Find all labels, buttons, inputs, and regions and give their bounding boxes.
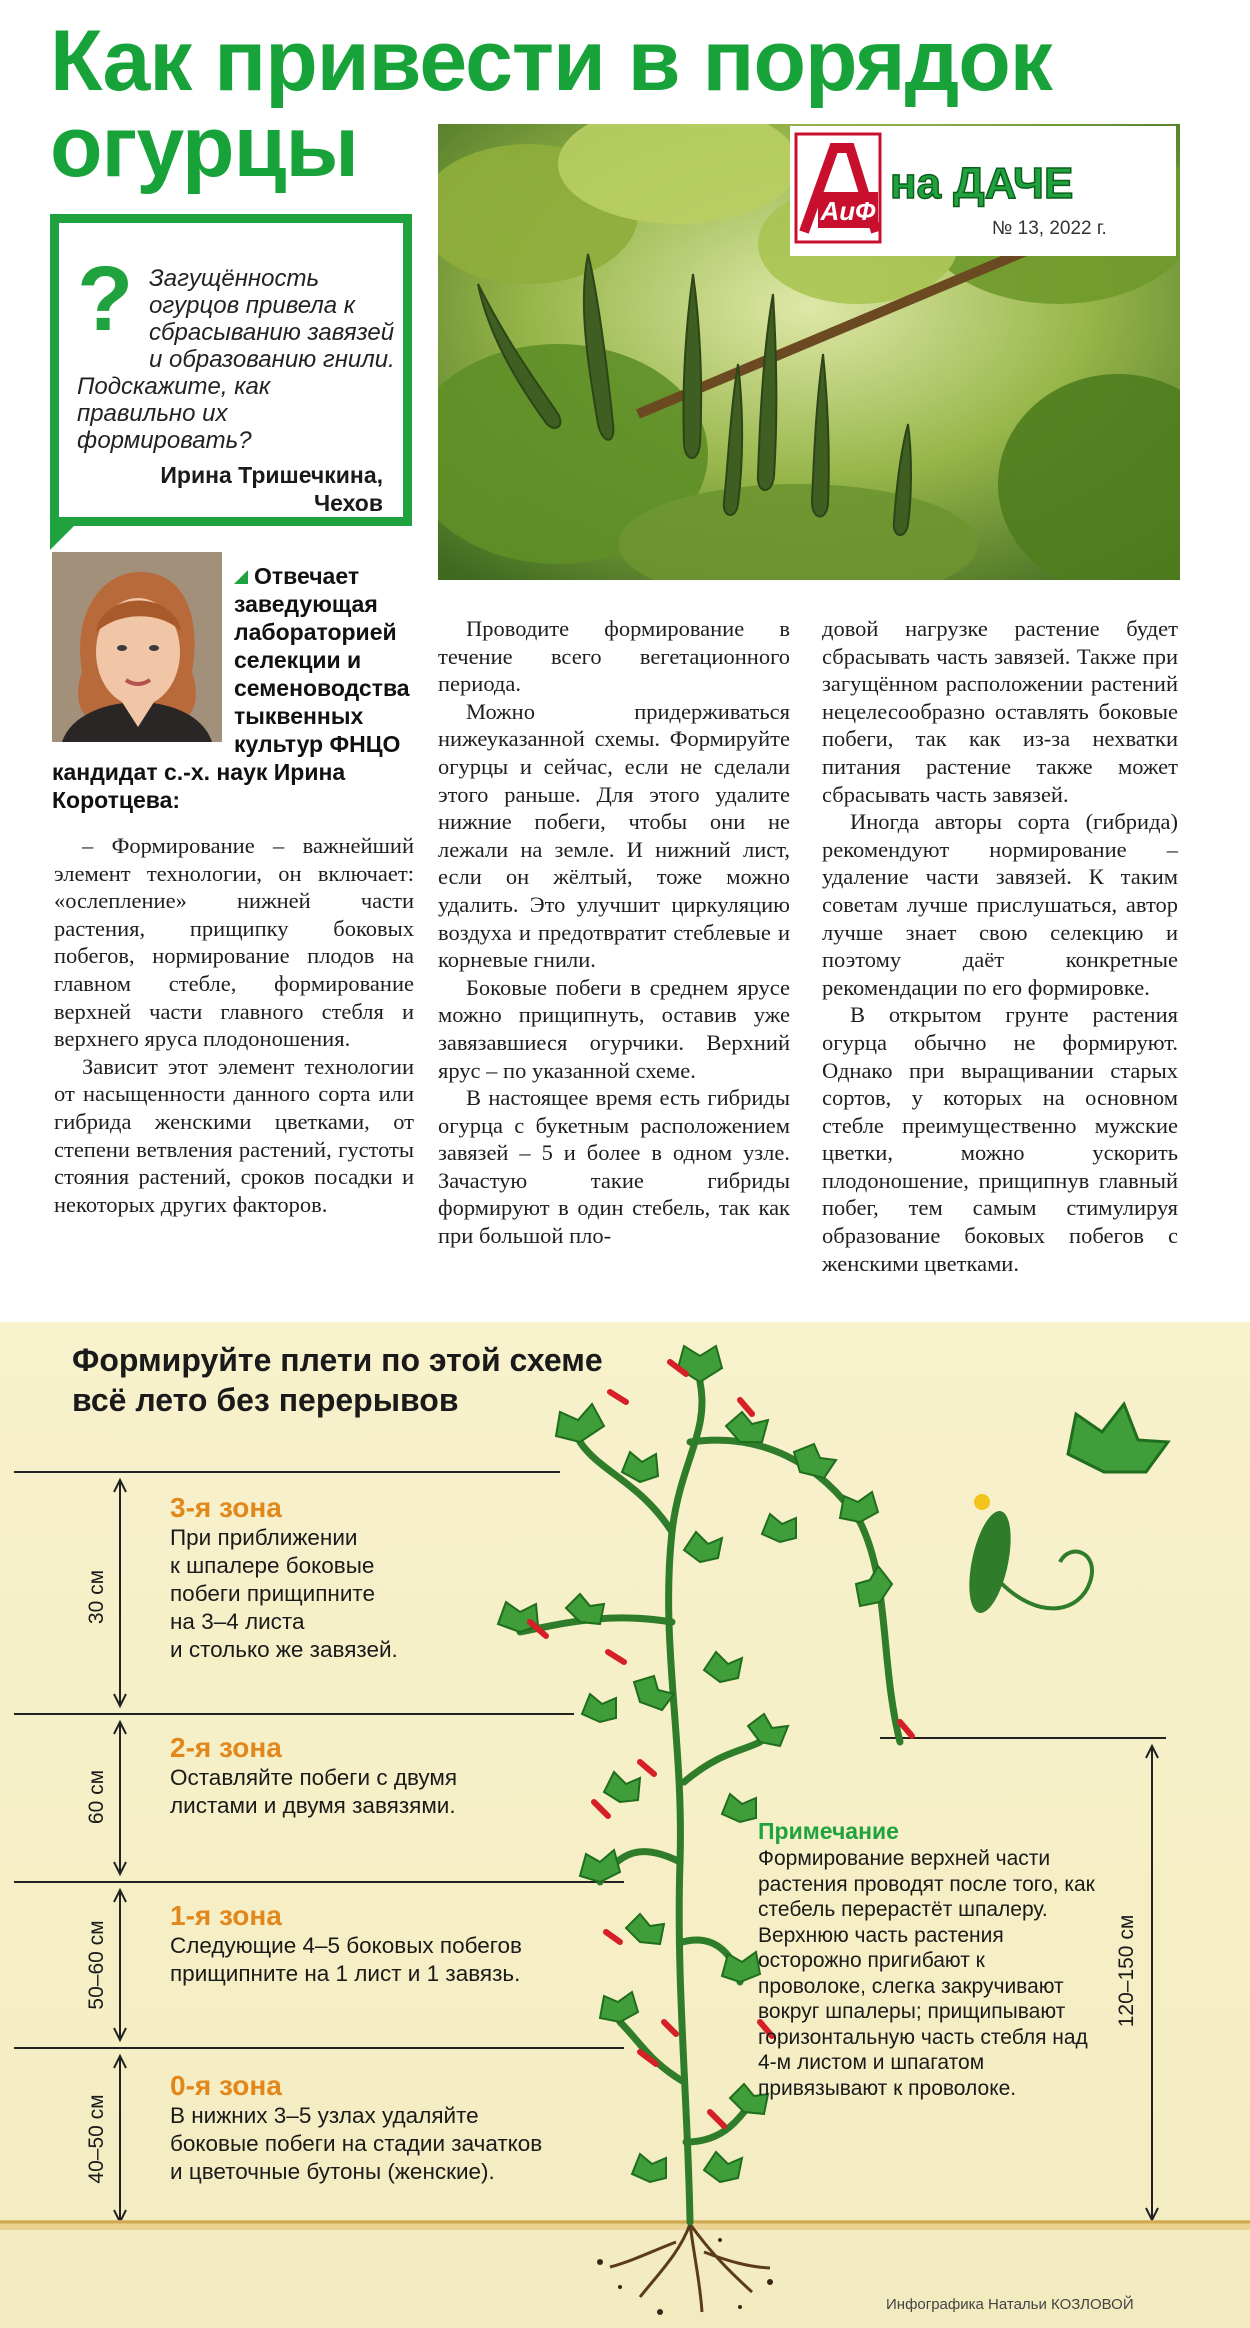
zone-3-line-4: на 3–4 листа — [170, 1609, 305, 1634]
zone-3 — [170, 1492, 530, 1664]
zone-0 — [170, 2070, 630, 2186]
infographic-title-line-1: Формируйте плети по этой схеме — [72, 1342, 603, 1378]
zone-3-line-2: к шпалере боковые — [170, 1553, 375, 1578]
logo-brand-text: АиФ — [820, 196, 876, 226]
title-line-2: огурцы — [50, 99, 358, 195]
logo-section-text: на ДАЧЕ — [890, 159, 1074, 208]
infographic-title-line-2: всё лето без перерывов — [72, 1382, 459, 1418]
zone-0-name: 0-я зона — [170, 2070, 282, 2101]
zone-0-line-1: В нижних 3–5 узлах удаляйте — [170, 2103, 479, 2128]
zone-1-line-2: прищипните на 1 лист и 1 завязь. — [170, 1961, 521, 1986]
paragraph: Боковые побеги в среднем ярусе можно прищипнуть, оставив уже завязавшиеся огурчики. Верхний ярус – по указанной схеме. — [438, 974, 790, 1083]
zone-2-line-1: Оставляйте побеги с двумя — [170, 1765, 458, 1790]
zone-2-line-2: листами и двумя завязями. — [170, 1793, 456, 1818]
reader-question-box — [50, 214, 412, 526]
note-text: Формирование верхней части растения проводят после того, как стебель перерастёт шпалеру. Верхнюю часть растения осторожно пригибают к проволоке, слегка закручивают вокруг шпалеры; прищипывают горизонтальную часть стебля над 4-м листом и шпагатом привязывают к проволоке. — [758, 1847, 1095, 2100]
paragraph: Зависит этот элемент технологии от насыщенности данного сорта или гибрида женскими цветками, от степени ветвления растений, густоты стояния растений, сроков посадки и некоторых других факторов. — [54, 1053, 414, 1217]
question-box-tail — [50, 520, 80, 550]
article-column-2 — [438, 615, 790, 1250]
question-author — [160, 461, 383, 517]
zone-1-line-1: Следующие 4–5 боковых побегов — [170, 1933, 522, 1958]
zone-3-line-3: побеги прищипните — [170, 1581, 375, 1606]
issue-number: № 13, 2022 г. — [992, 218, 1107, 239]
paragraph: В настоящее время есть гибриды огурца с букетным расположением завязей – 5 и более в одном узле. Зачастую такие гибриды формируют в один стебель, так как при большой пло- — [438, 1085, 790, 1249]
zone-3-line-1: При приближении — [170, 1525, 358, 1550]
zone-0-line-2: боковые побеги на стадии зачатков — [170, 2131, 543, 2156]
zone-3-line-5: и столько же завязей. — [170, 1637, 398, 1662]
paragraph: довой нагрузке растение будет сбрасывать часть завязей. Также при загущённом расположении растений нецелесообразно оставлять боковые побеги, так как из-за нехватки питания растение также может сбрасывать часть завязей. — [822, 616, 1178, 807]
height-label-zone-2: 60 см — [85, 1769, 108, 1825]
height-label-zone-3: 30 см — [85, 1569, 108, 1625]
expert-intro — [52, 562, 412, 814]
newspaper-logo — [790, 126, 1176, 256]
article-column-1 — [54, 832, 414, 1218]
question-mark-icon: ? — [77, 248, 134, 350]
triangle-marker-icon — [234, 570, 248, 584]
paragraph: Можно придерживаться нижеуказанной схемы. Формируйте огурцы и сейчас, если не сделали этого раньше. Для этого удалите нижние побеги, чтобы они не лежали на земле. И нижний лист, если он жёлтый, тоже можно удалить. Это улучшит циркуляцию воздуха и предотвратит стеблевые и корневые гнили. — [438, 698, 790, 973]
paragraph: – Формирование – важнейший элемент технологии, он включает: «ослепление» нижней части растения, прищипку боковых побегов, нормирование плодов на главном стебле, формирование верхней части главного стебля и верхнего яруса плодоношения. — [54, 833, 414, 1052]
height-label-zone-0: 40–50 см — [85, 2094, 108, 2184]
infographic-credit: Инфографика Натальи КОЗЛОВОЙ — [886, 2296, 1134, 2313]
question-author-name: Ирина Тришечкина, — [160, 462, 383, 488]
question-author-city: Чехов — [313, 490, 383, 516]
article-column-3 — [822, 615, 1178, 1277]
paragraph: В открытом грунте растения огурца обычно не формируют. Однако при выращивании старых сортов, у которых на основном стебле преимущественно мужские цветки, можно ускорить плодоношение, прищипнув главный побег, тем самым стимулируя образование боковых побегов с женскими цветками. — [822, 1002, 1178, 1276]
zone-3-name: 3-я зона — [170, 1492, 282, 1523]
zone-1 — [170, 1900, 610, 1988]
zone-2-name: 2-я зона — [170, 1732, 282, 1763]
zone-1-name: 1-я зона — [170, 1900, 282, 1931]
height-label-total: 120–150 см — [1115, 1914, 1138, 2028]
paragraph: Проводите формирование в течение всего вегетационного периода. — [438, 616, 790, 697]
note-title: Примечание — [758, 1818, 899, 1844]
title-line-1: Как привести в порядок — [50, 13, 1052, 109]
expert-intro-text: Отвечает заведующая лабораторией селекции и семеноводства тыквенных культур ФНЦО кандидат с.-х. наук Ирина Коротцева: — [52, 563, 410, 813]
zone-0-line-3: и цветочные бутоны (женские). — [170, 2159, 495, 2184]
question-text: Загущённость огурцов привела к сбрасыванию завязей и образованию гнили. Подскажите, как правильно их формировать? — [77, 265, 395, 454]
paragraph: Иногда авторы сорта (гибрида) рекомендуют нормирование – удаление части завязей. К таким советам лучше прислушаться, автор лучше знает свою селекцию и поэтому даёт конкретные рекомендации по его формировке. — [822, 809, 1178, 1000]
zone-2 — [170, 1732, 590, 1820]
height-label-zone-1: 50–60 см — [85, 1920, 108, 2010]
